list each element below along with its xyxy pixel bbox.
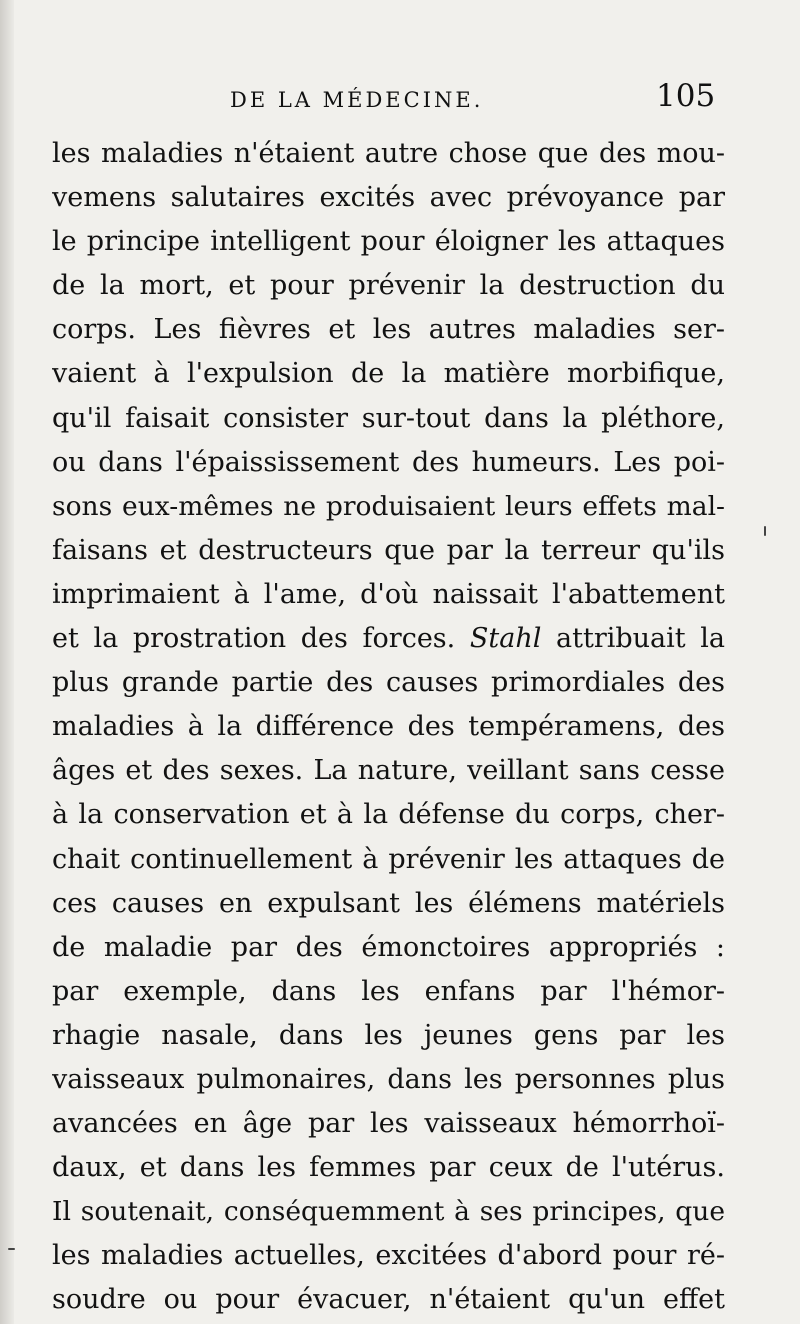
text-line: plus grande partie des causes primordiales des — [52, 667, 725, 699]
text-line: vaient à l'expulsion de la matière morbifique, — [52, 358, 725, 390]
text-line: de maladie par des émonctoires appropriés : — [52, 931, 725, 963]
text-line: faisans et destructeurs que par la terreur qu'ils — [52, 534, 725, 566]
text-line: à la conservation et à la défense du corps, cher- — [52, 799, 725, 831]
text-line-stahl — [52, 617, 725, 661]
text-line: rhagie nasale, dans les jeunes gens par les — [52, 1019, 725, 1051]
text-line: Il soutenait, conséquemment à ses principes, que — [52, 1196, 725, 1228]
page-number: 105 — [656, 78, 716, 114]
text-line: corps. Les fièvres et les autres maladies ser- — [52, 314, 725, 346]
text-line: vaisseaux pulmonaires, dans les personnes plus — [52, 1063, 725, 1095]
text-line: chait continuellement à prévenir les attaques de — [52, 843, 725, 875]
text-line: âges et des sexes. La nature, veillant sans cesse — [52, 755, 725, 787]
text-line: ou dans l'épaississement des humeurs. Les poi- — [52, 446, 725, 478]
ink-speck — [764, 526, 766, 536]
ink-speck — [8, 1248, 15, 1250]
text-line: daux, et dans les femmes par ceux de l'utérus. — [52, 1152, 725, 1184]
author-name-italic: Stahl — [469, 623, 542, 655]
text-line: par exemple, dans les enfans par l'hémor- — [52, 975, 725, 1007]
page-header — [0, 78, 800, 124]
text-line: de la mort, et pour prévenir la destruction du — [52, 270, 725, 302]
text-segment: attribuait la — [556, 623, 725, 655]
text-line: qu'il faisait consister sur-tout dans la pléthore, — [52, 402, 725, 434]
text-line: imprimaient à l'ame, d'où naissait l'abattement — [52, 578, 725, 610]
text-line: vemens salutaires excités avec prévoyance par — [52, 182, 725, 214]
text-line: avancées en âge par les vaisseaux hémorrhoï- — [52, 1108, 725, 1140]
text-line: ces causes en expulsant les élémens matériels — [52, 887, 725, 919]
text-line: le principe intelligent pour éloigner les attaques — [52, 226, 725, 258]
text-line: maladies à la différence des tempéramens, des — [52, 711, 725, 743]
text-line: les maladies n'étaient autre chose que des mou- — [52, 138, 725, 169]
text-line: soudre ou pour évacuer, n'étaient qu'un effet — [52, 1284, 725, 1316]
body-text — [52, 132, 725, 1323]
text-segment: et la prostration des forces. — [52, 623, 456, 655]
text-line: les maladies actuelles, excitées d'abord pour ré- — [52, 1240, 725, 1272]
text-line: sons eux-mêmes ne produisaient leurs effets mal- — [52, 490, 725, 522]
page-binding-edge — [0, 0, 14, 1324]
running-title: DE LA MÉDECINE. — [230, 88, 484, 112]
